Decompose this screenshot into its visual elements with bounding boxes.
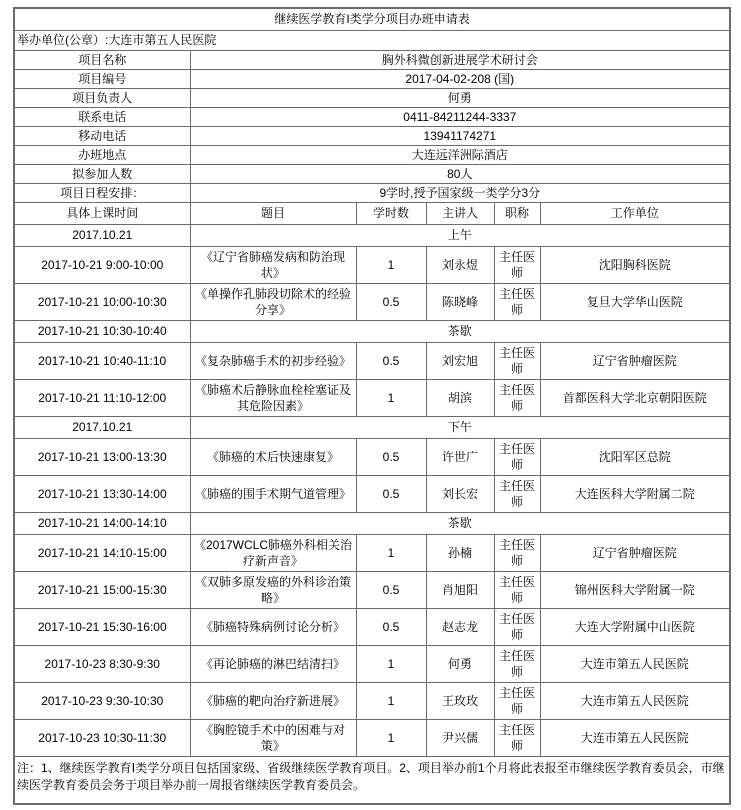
schedule-body xyxy=(14,224,730,756)
lecture-organization-cell: 大连市第五人民医院 xyxy=(540,645,730,682)
schedule-lecture-row xyxy=(14,571,730,608)
lecture-time-cell: 2017-10-21 15:00-15:30 xyxy=(14,571,190,608)
field-value-expected-attendance: 80人 xyxy=(190,164,730,183)
lecture-speaker-cell: 肖旭阳 xyxy=(426,571,494,608)
schedule-lecture-row xyxy=(14,379,730,416)
lecture-topic-cell: 《2017WCLC肺癌外科相关治疗新声音》 xyxy=(190,534,356,571)
field-label-schedule-summary: 项目日程安排： xyxy=(14,183,190,202)
lecture-rank-cell: 主任医师 xyxy=(494,283,540,320)
lecture-hours-cell: 1 xyxy=(356,645,426,682)
section-label-cell: 茶歇 xyxy=(190,512,730,534)
header-speaker: 主讲人 xyxy=(426,202,494,224)
lecture-hours-cell: 0.5 xyxy=(356,475,426,512)
lecture-time-cell: 2017-10-23 10:30-11:30 xyxy=(14,719,190,756)
section-label-cell: 上午 xyxy=(190,224,730,246)
lecture-organization-cell: 复旦大学华山医院 xyxy=(540,283,730,320)
form-title: 继续医学教育I类学分项目办班申请表 xyxy=(14,8,730,30)
lecture-time-cell: 2017-10-21 13:30-14:00 xyxy=(14,475,190,512)
lecture-time-cell: 2017-10-23 9:30-10:30 xyxy=(14,682,190,719)
field-row-project-leader xyxy=(14,88,730,107)
field-label-venue: 办班地点 xyxy=(14,145,190,164)
section-time-cell: 2017-10-21 10:30-10:40 xyxy=(14,320,190,342)
lecture-organization-cell: 沈阳军区总院 xyxy=(540,438,730,475)
lecture-hours-cell: 1 xyxy=(356,534,426,571)
lecture-hours-cell: 0.5 xyxy=(356,283,426,320)
field-row-schedule-summary xyxy=(14,183,730,202)
schedule-section-row xyxy=(14,320,730,342)
schedule-section-row xyxy=(14,224,730,246)
schedule-lecture-row xyxy=(14,283,730,320)
lecture-organization-cell: 锦州医科大学附属一院 xyxy=(540,571,730,608)
lecture-organization-cell: 大连大学附属中山医院 xyxy=(540,608,730,645)
lecture-time-cell: 2017-10-21 14:10-15:00 xyxy=(14,534,190,571)
lecture-time-cell: 2017-10-21 13:00-13:30 xyxy=(14,438,190,475)
lecture-time-cell: 2017-10-21 15:30-16:00 xyxy=(14,608,190,645)
lecture-hours-cell: 0.5 xyxy=(356,342,426,379)
lecture-topic-cell: 《肺癌的术后快速康复》 xyxy=(190,438,356,475)
title-row xyxy=(14,8,730,30)
schedule-lecture-row xyxy=(14,682,730,719)
lecture-rank-cell: 主任医师 xyxy=(494,475,540,512)
lecture-time-cell: 2017-10-21 9:00-10:00 xyxy=(14,246,190,283)
lecture-organization-cell: 大连市第五人民医院 xyxy=(540,719,730,756)
lecture-topic-cell: 《肺癌的围手术期气道管理》 xyxy=(190,475,356,512)
field-row-mobile-phone xyxy=(14,126,730,145)
lecture-topic-cell: 《复杂肺癌手术的初步经验》 xyxy=(190,342,356,379)
field-value-project-name: 胸外科微创新进展学术研讨会 xyxy=(190,50,730,69)
section-time-cell: 2017.10.21 xyxy=(14,224,190,246)
header-work-unit: 工作单位 xyxy=(540,202,730,224)
lecture-hours-cell: 1 xyxy=(356,379,426,416)
field-row-expected-attendance xyxy=(14,164,730,183)
section-label-cell: 下午 xyxy=(190,416,730,438)
schedule-lecture-row xyxy=(14,719,730,756)
field-value-schedule-summary: 9学时,授予国家级一类学分3分 xyxy=(190,183,730,202)
lecture-hours-cell: 0.5 xyxy=(356,438,426,475)
schedule-lecture-row xyxy=(14,645,730,682)
lecture-speaker-cell: 刘长宏 xyxy=(426,475,494,512)
lecture-rank-cell: 主任医师 xyxy=(494,246,540,283)
field-row-project-name xyxy=(14,50,730,69)
field-label-expected-attendance: 拟参加人数 xyxy=(14,164,190,183)
field-value-mobile-phone: 13941174271 xyxy=(190,126,730,145)
schedule-lecture-row xyxy=(14,438,730,475)
field-value-project-leader: 何勇 xyxy=(190,88,730,107)
header-rank: 职称 xyxy=(494,202,540,224)
header-class-time: 具体上课时间 xyxy=(14,202,190,224)
lecture-hours-cell: 0.5 xyxy=(356,608,426,645)
lecture-topic-cell: 《胸腔镜手术中的困难与对策》 xyxy=(190,719,356,756)
lecture-time-cell: 2017-10-23 8:30-9:30 xyxy=(14,645,190,682)
field-row-project-number xyxy=(14,69,730,88)
lecture-organization-cell: 辽宁省肿瘤医院 xyxy=(540,342,730,379)
lecture-organization-cell: 大连市第五人民医院 xyxy=(540,682,730,719)
lecture-speaker-cell: 尹兴儒 xyxy=(426,719,494,756)
lecture-speaker-cell: 王玫玫 xyxy=(426,682,494,719)
lecture-speaker-cell: 赵志龙 xyxy=(426,608,494,645)
schedule-lecture-row xyxy=(14,246,730,283)
field-value-venue: 大连远洋洲际酒店 xyxy=(190,145,730,164)
section-time-cell: 2017-10-21 14:00-14:10 xyxy=(14,512,190,534)
organizer-line: 举办单位(公章）:大连市第五人民医院 xyxy=(14,30,730,50)
lecture-topic-cell: 《肺癌术后静脉血栓栓塞证及其危险因素》 xyxy=(190,379,356,416)
organizer-row xyxy=(14,30,730,50)
lecture-topic-cell: 《单操作孔肺段切除术的经验分享》 xyxy=(190,283,356,320)
field-label-mobile-phone: 移动电话 xyxy=(14,126,190,145)
lecture-rank-cell: 主任医师 xyxy=(494,682,540,719)
schedule-header-row xyxy=(14,202,730,224)
form-table xyxy=(13,7,731,805)
lecture-topic-cell: 《双肺多原发癌的外科诊治策略》 xyxy=(190,571,356,608)
lecture-topic-cell: 《再论肺癌的淋巴结清扫》 xyxy=(190,645,356,682)
lecture-speaker-cell: 刘宏旭 xyxy=(426,342,494,379)
schedule-lecture-row xyxy=(14,475,730,512)
field-label-project-leader: 项目负责人 xyxy=(14,88,190,107)
schedule-lecture-row xyxy=(14,342,730,379)
lecture-rank-cell: 主任医师 xyxy=(494,608,540,645)
lecture-topic-cell: 《肺癌特殊病例讨论分析》 xyxy=(190,608,356,645)
lecture-rank-cell: 主任医师 xyxy=(494,438,540,475)
note-row xyxy=(14,756,730,804)
lecture-speaker-cell: 何勇 xyxy=(426,645,494,682)
lecture-rank-cell: 主任医师 xyxy=(494,571,540,608)
lecture-organization-cell: 首都医科大学北京朝阳医院 xyxy=(540,379,730,416)
lecture-speaker-cell: 孙楠 xyxy=(426,534,494,571)
lecture-speaker-cell: 刘永煜 xyxy=(426,246,494,283)
schedule-lecture-row xyxy=(14,608,730,645)
lecture-rank-cell: 主任医师 xyxy=(494,379,540,416)
lecture-speaker-cell: 胡滨 xyxy=(426,379,494,416)
field-row-venue xyxy=(14,145,730,164)
lecture-rank-cell: 主任医师 xyxy=(494,645,540,682)
section-label-cell: 茶歇 xyxy=(190,320,730,342)
header-topic: 题目 xyxy=(190,202,356,224)
lecture-rank-cell: 主任医师 xyxy=(494,534,540,571)
schedule-section-row xyxy=(14,416,730,438)
field-label-project-name: 项目名称 xyxy=(14,50,190,69)
lecture-hours-cell: 1 xyxy=(356,682,426,719)
lecture-time-cell: 2017-10-21 11:10-12:00 xyxy=(14,379,190,416)
lecture-organization-cell: 辽宁省肿瘤医院 xyxy=(540,534,730,571)
lecture-hours-cell: 0.5 xyxy=(356,571,426,608)
schedule-section-row xyxy=(14,512,730,534)
field-label-contact-phone: 联系电话 xyxy=(14,107,190,126)
header-hours: 学时数 xyxy=(356,202,426,224)
lecture-rank-cell: 主任医师 xyxy=(494,342,540,379)
schedule-lecture-row xyxy=(14,534,730,571)
lecture-speaker-cell: 许世广 xyxy=(426,438,494,475)
lecture-organization-cell: 沈阳胸科医院 xyxy=(540,246,730,283)
section-time-cell: 2017.10.21 xyxy=(14,416,190,438)
lecture-time-cell: 2017-10-21 10:40-11:10 xyxy=(14,342,190,379)
lecture-time-cell: 2017-10-21 10:00-10:30 xyxy=(14,283,190,320)
lecture-hours-cell: 1 xyxy=(356,719,426,756)
lecture-topic-cell: 《辽宁省肺癌发病和防治现状》 xyxy=(190,246,356,283)
lecture-rank-cell: 主任医师 xyxy=(494,719,540,756)
note-text: 注：1、继续医学教育Ⅰ类学分项目包括国家级、省级继续医学教育项目。2、项目举办前1个月将此表报至市继续医学教育委员会，市继续医学教育委员会务于项目举办前一周报省继续医学教育委员会。 xyxy=(14,756,730,804)
field-row-contact-phone xyxy=(14,107,730,126)
field-label-project-number: 项目编号 xyxy=(14,69,190,88)
field-value-contact-phone: 0411-84211244-3337 xyxy=(190,107,730,126)
field-value-project-number: 2017-04-02-208 (国) xyxy=(190,69,730,88)
lecture-topic-cell: 《肺癌的靶向治疗新进展》 xyxy=(190,682,356,719)
lecture-organization-cell: 大连医科大学附属二院 xyxy=(540,475,730,512)
lecture-hours-cell: 1 xyxy=(356,246,426,283)
lecture-speaker-cell: 陈晓峰 xyxy=(426,283,494,320)
